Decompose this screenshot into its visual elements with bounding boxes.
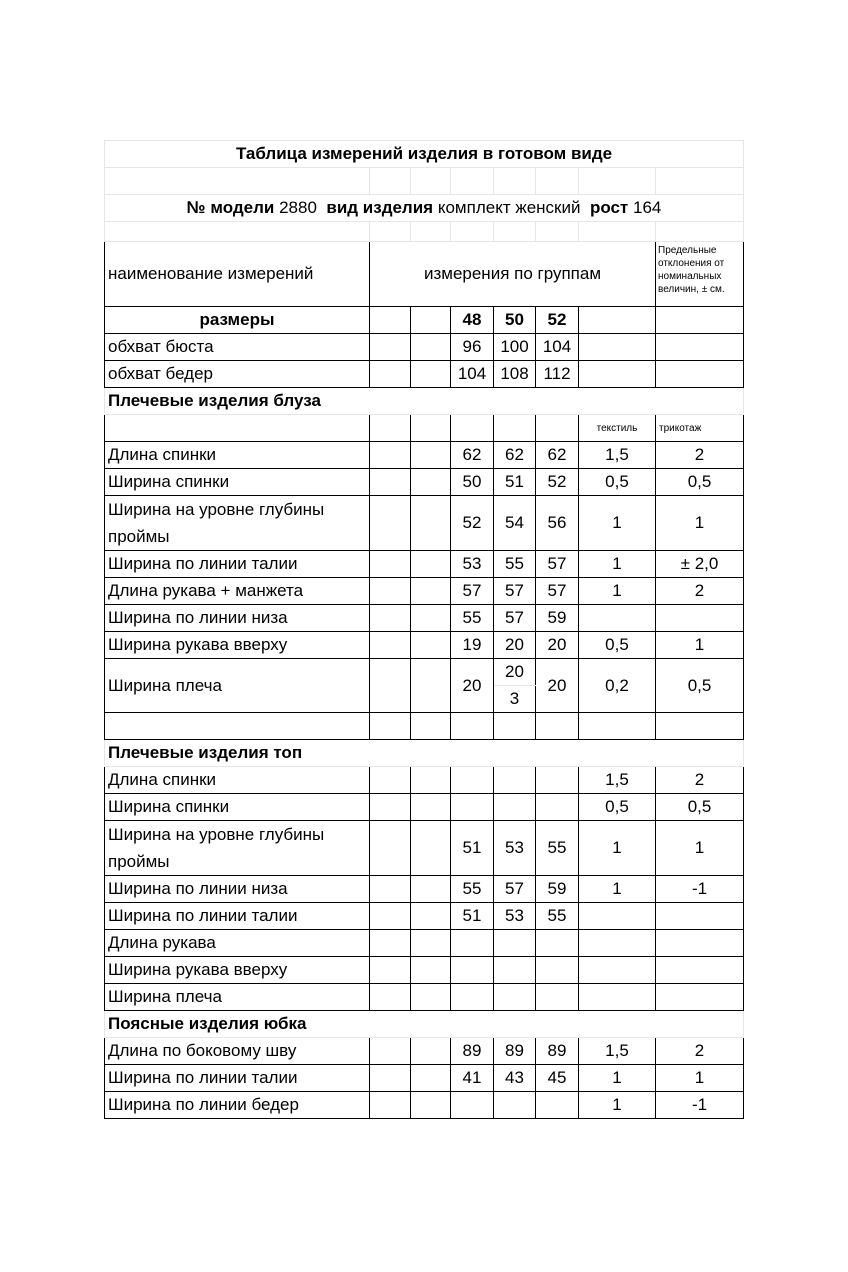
dev-knit: 1: [656, 632, 744, 659]
measurement-table: [104, 140, 744, 1119]
table-row: [105, 469, 744, 496]
dev-textile: 1: [579, 1065, 656, 1092]
model-info: [105, 195, 744, 222]
value-52: 104: [536, 334, 579, 361]
value-48: [451, 767, 494, 794]
dev-knit: ± 2,0: [656, 551, 744, 578]
row-name: Ширина по линии талии: [105, 1065, 370, 1092]
value-50: 55: [494, 551, 536, 578]
type-value: комплект женский: [437, 198, 581, 217]
value-48: 53: [451, 551, 494, 578]
value-50: [494, 984, 536, 1011]
dev-knit: [656, 361, 744, 388]
dev-textile: 1: [579, 821, 656, 876]
table-row: [105, 1092, 744, 1119]
row-name: Длина по боковому шву: [105, 1038, 370, 1065]
value-48: 57: [451, 578, 494, 605]
value-50: 100: [494, 334, 536, 361]
dev-knit: 2: [656, 578, 744, 605]
model-info-row: [105, 195, 744, 222]
value-48: 52: [451, 496, 494, 551]
value-50: 51: [494, 469, 536, 496]
value-52: 20: [536, 659, 579, 713]
table-row: [105, 632, 744, 659]
value-48: [451, 984, 494, 1011]
value-52: 56: [536, 496, 579, 551]
dev-textile: 1: [579, 578, 656, 605]
row-name: Ширина по линии талии: [105, 903, 370, 930]
dev-knit: 1: [656, 1065, 744, 1092]
dev-knit: 2: [656, 1038, 744, 1065]
page-title: Таблица измерений изделия в готовом виде: [105, 141, 744, 168]
value-48: 41: [451, 1065, 494, 1092]
value-52: 62: [536, 442, 579, 469]
value-50: 57: [494, 605, 536, 632]
header-row: [105, 242, 744, 307]
row-name: Ширина спинки: [105, 469, 370, 496]
value-50: 108: [494, 361, 536, 388]
header-deviation: Предельные отклонения от номинальных величин, ± см.: [656, 242, 744, 307]
size-50: 50: [494, 307, 536, 334]
value-52: 59: [536, 605, 579, 632]
section-row: [105, 388, 744, 415]
value-52: 57: [536, 578, 579, 605]
dev-knit: -1: [656, 1092, 744, 1119]
value-50: 62: [494, 442, 536, 469]
value-52: 20: [536, 632, 579, 659]
section-row: [105, 1011, 744, 1038]
row-name: Ширина по линии бедер: [105, 1092, 370, 1119]
value-50: 43: [494, 1065, 536, 1092]
value-50: 53: [494, 903, 536, 930]
dev-textile: [579, 605, 656, 632]
row-name: обхват бюста: [105, 334, 370, 361]
section-row: [105, 740, 744, 767]
dev-textile: 1: [579, 551, 656, 578]
value-50: 89: [494, 1038, 536, 1065]
value-48: 89: [451, 1038, 494, 1065]
dev-textile: 1: [579, 1092, 656, 1119]
row-name: Ширина рукава вверху: [105, 632, 370, 659]
value-52: [536, 957, 579, 984]
dev-knit: 0,5: [656, 794, 744, 821]
value-48: [451, 794, 494, 821]
value-52: 52: [536, 469, 579, 496]
dev-textile: 0,5: [579, 469, 656, 496]
sizes-row: [105, 307, 744, 334]
row-name: Ширина спинки: [105, 794, 370, 821]
label-textile: текстиль: [579, 415, 656, 442]
dev-knit: 1: [656, 496, 744, 551]
value-48: 55: [451, 605, 494, 632]
dev-textile: [579, 984, 656, 1011]
row-name: Ширина плеча: [105, 659, 370, 713]
dev-knit: [656, 903, 744, 930]
dev-knit: [656, 930, 744, 957]
model-number: 2880: [279, 198, 317, 217]
value-52: 55: [536, 821, 579, 876]
value-50: 54: [494, 496, 536, 551]
dev-knit: 1: [656, 821, 744, 876]
table-row: [105, 957, 744, 984]
row-name: Длина спинки: [105, 767, 370, 794]
value-50: 53: [494, 821, 536, 876]
dev-knit: 2: [656, 767, 744, 794]
value-52: [536, 930, 579, 957]
dev-textile: 1,5: [579, 442, 656, 469]
dev-textile: 1,5: [579, 767, 656, 794]
value-48: [451, 1092, 494, 1119]
title-row: [105, 141, 744, 168]
dev-textile: 1,5: [579, 1038, 656, 1065]
value-52: 112: [536, 361, 579, 388]
table-row: [105, 876, 744, 903]
row-name: Длина спинки: [105, 442, 370, 469]
table-row: [105, 578, 744, 605]
empty-row: [105, 713, 744, 740]
spacer-row: [105, 168, 744, 195]
header-groups: измерения по группам: [370, 242, 656, 307]
measurement-sheet: [104, 140, 744, 1119]
dev-textile: [579, 361, 656, 388]
table-row: [105, 605, 744, 632]
table-row: [105, 984, 744, 1011]
value-50: [494, 767, 536, 794]
table-row: [105, 442, 744, 469]
value-52: [536, 1092, 579, 1119]
value-50: [494, 794, 536, 821]
value-50-line2: 3: [494, 686, 536, 713]
value-48: [451, 930, 494, 957]
table-row: [105, 821, 744, 876]
label-knit: трикотаж: [656, 415, 744, 442]
table-row: [105, 930, 744, 957]
section-title-blouse: Плечевые изделия блуза: [105, 388, 744, 415]
sizes-label: размеры: [105, 307, 370, 334]
table-row: [105, 334, 744, 361]
row-name: Ширина по линии низа: [105, 876, 370, 903]
dev-knit: 0,5: [656, 659, 744, 713]
value-52: 59: [536, 876, 579, 903]
dev-textile: [579, 957, 656, 984]
dev-knit: [656, 334, 744, 361]
value-48: 20: [451, 659, 494, 713]
dev-knit: -1: [656, 876, 744, 903]
value-48: 50: [451, 469, 494, 496]
value-48: [451, 957, 494, 984]
table-row: [105, 767, 744, 794]
value-48: 55: [451, 876, 494, 903]
table-row: [105, 903, 744, 930]
model-label: № модели: [186, 198, 275, 217]
dev-textile: 0,5: [579, 632, 656, 659]
spacer-row: [105, 222, 744, 242]
header-name: наименование измерений: [105, 242, 370, 307]
dev-textile: 1: [579, 876, 656, 903]
table-row: [105, 794, 744, 821]
height-value: 164: [633, 198, 662, 217]
value-52: 57: [536, 551, 579, 578]
size-48: 48: [451, 307, 494, 334]
value-48: 51: [451, 903, 494, 930]
table-row: [105, 1065, 744, 1092]
type-label: вид изделия: [326, 198, 434, 217]
dev-textile: [579, 930, 656, 957]
value-50: 57: [494, 876, 536, 903]
value-48: 96: [451, 334, 494, 361]
value-48: 62: [451, 442, 494, 469]
row-name: Длина рукава + манжета: [105, 578, 370, 605]
value-50: [494, 930, 536, 957]
value-50-line1: 20: [494, 659, 536, 686]
table-row: [105, 361, 744, 388]
value-50: 20: [494, 632, 536, 659]
value-52: 45: [536, 1065, 579, 1092]
dev-textile: 0,5: [579, 794, 656, 821]
height-label: рост: [589, 198, 629, 217]
dev-knit: [656, 984, 744, 1011]
value-50: 57: [494, 578, 536, 605]
dev-textile: [579, 334, 656, 361]
value-50: [494, 1092, 536, 1119]
value-48: 19: [451, 632, 494, 659]
value-48: 51: [451, 821, 494, 876]
section-title-top: Плечевые изделия топ: [105, 740, 744, 767]
row-name: Ширина по линии талии: [105, 551, 370, 578]
table-row: [105, 496, 744, 551]
row-name: Длина рукава: [105, 930, 370, 957]
size-52: 52: [536, 307, 579, 334]
section-title-skirt: Поясные изделия юбка: [105, 1011, 744, 1038]
dev-textile: 1: [579, 496, 656, 551]
value-52: 55: [536, 903, 579, 930]
dev-knit: 2: [656, 442, 744, 469]
row-name: Ширина плеча: [105, 984, 370, 1011]
value-52: [536, 984, 579, 1011]
dev-knit: [656, 605, 744, 632]
value-52: 89: [536, 1038, 579, 1065]
dev-textile: 0,2: [579, 659, 656, 713]
row-name: Ширина рукава вверху: [105, 957, 370, 984]
row-name: обхват бедер: [105, 361, 370, 388]
deviation-labels-row: [105, 415, 744, 442]
table-row: [105, 1038, 744, 1065]
dev-knit: [656, 957, 744, 984]
value-48: 104: [451, 361, 494, 388]
table-row: [105, 551, 744, 578]
value-52: [536, 767, 579, 794]
dev-knit: 0,5: [656, 469, 744, 496]
row-name: Ширина по линии низа: [105, 605, 370, 632]
table-row: [105, 659, 744, 686]
dev-textile: [579, 903, 656, 930]
row-name: Ширина на уровне глубины проймы: [105, 821, 370, 876]
row-name: Ширина на уровне глубины проймы: [105, 496, 370, 551]
value-52: [536, 794, 579, 821]
value-50: [494, 957, 536, 984]
